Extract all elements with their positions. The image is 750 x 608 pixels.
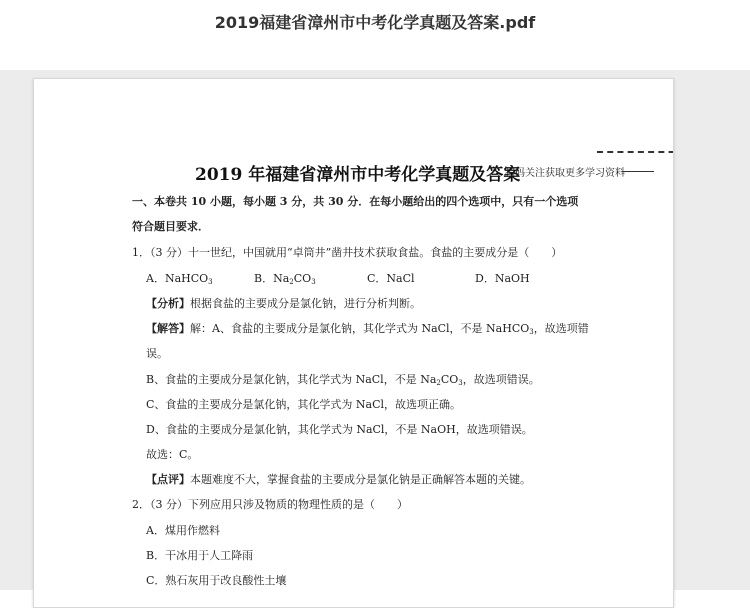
- answer-b: [146, 371, 540, 387]
- answer-d: D、食盐的主要成分是氯化钠，其化学式为 NaCl，不是 NaOH，故选项错误。: [146, 423, 533, 436]
- answer-text-a-sub: 3: [529, 328, 534, 336]
- answer-text-a-end: ，故选项错: [533, 322, 589, 335]
- answer-line-2: 误。: [146, 347, 168, 360]
- q1-option-b-mid: CO: [293, 272, 312, 285]
- comment-tag: 【点评】: [146, 473, 190, 486]
- answer-b-sub2: 3: [458, 379, 463, 387]
- answer-c: C、食盐的主要成分是氯化钠，其化学式为 NaCl，故选项正确。: [146, 398, 462, 411]
- q1-option-a-sub: 3: [208, 278, 213, 286]
- q2-option-a: A．煤用作燃料: [146, 524, 220, 537]
- answer-b-text: B、食盐的主要成分是氯化钠，其化学式为 NaCl，不是 Na: [146, 373, 437, 386]
- header-dashed-rule: [597, 151, 674, 154]
- analysis-line: [146, 295, 421, 311]
- q1-option-c: C．NaCl: [367, 272, 415, 285]
- section-instruction-2: 符合题目要求．: [132, 220, 209, 233]
- question-1: 1．（3 分）十一世纪，中国就用“卓筒井”凿井技术获取食盐。食盐的主要成分是（ ）: [132, 246, 563, 259]
- promo-text: 扫码关注获取更多学习资料: [505, 168, 625, 179]
- comment-text: 本题难度不大，掌握食盐的主要成分是氯化钠是正确解答本题的关键。: [190, 473, 531, 486]
- q1-option-b-sub1: 2: [289, 278, 294, 286]
- q2-option-b: B．干冰用于人工降雨: [146, 549, 254, 562]
- file-name: 2019福建省漳州市中考化学真题及答案.pdf: [214, 13, 536, 32]
- answer-b-end: ，故选项错误。: [462, 373, 540, 386]
- section-instruction-1: 一、本卷共 10 小题，每小题 3 分，共 30 分．在每小题给出的四个选项中，只有一个选项: [132, 195, 579, 208]
- q1-option-b-text: B．Na: [254, 272, 290, 285]
- promo-rule: [622, 171, 654, 172]
- q1-option-a-text: A．NaHCO: [146, 272, 209, 285]
- q1-option-b: [254, 270, 316, 286]
- comment-line: [146, 471, 531, 487]
- answer-b-mid: CO: [440, 373, 459, 386]
- analysis-text: 根据食盐的主要成分是氯化钠，进行分析判断。: [190, 297, 421, 310]
- title-bar: [0, 0, 750, 70]
- answer-tag: 【解答】: [146, 322, 190, 335]
- answer-text-a: 解：A、食盐的主要成分是氯化钠，其化学式为 NaCl，不是 NaHCO: [190, 322, 530, 335]
- analysis-tag: 【分析】: [146, 297, 190, 310]
- answer-b-sub1: 2: [436, 379, 441, 387]
- q1-option-d: D．NaOH: [475, 272, 530, 285]
- q1-option-a: [146, 270, 213, 286]
- q2-option-c: C．熟石灰用于改良酸性土壤: [146, 574, 287, 587]
- question-2: 2．（3 分）下列应用只涉及物质的物理性质的是（ ）: [132, 498, 408, 511]
- document-title: 2019 年福建省漳州市中考化学真题及答案: [195, 165, 521, 185]
- answer-choice: 故选：C。: [146, 448, 199, 461]
- answer-line-1: [146, 320, 589, 336]
- pdf-page: [33, 78, 674, 608]
- q1-option-b-sub2: 3: [311, 278, 316, 286]
